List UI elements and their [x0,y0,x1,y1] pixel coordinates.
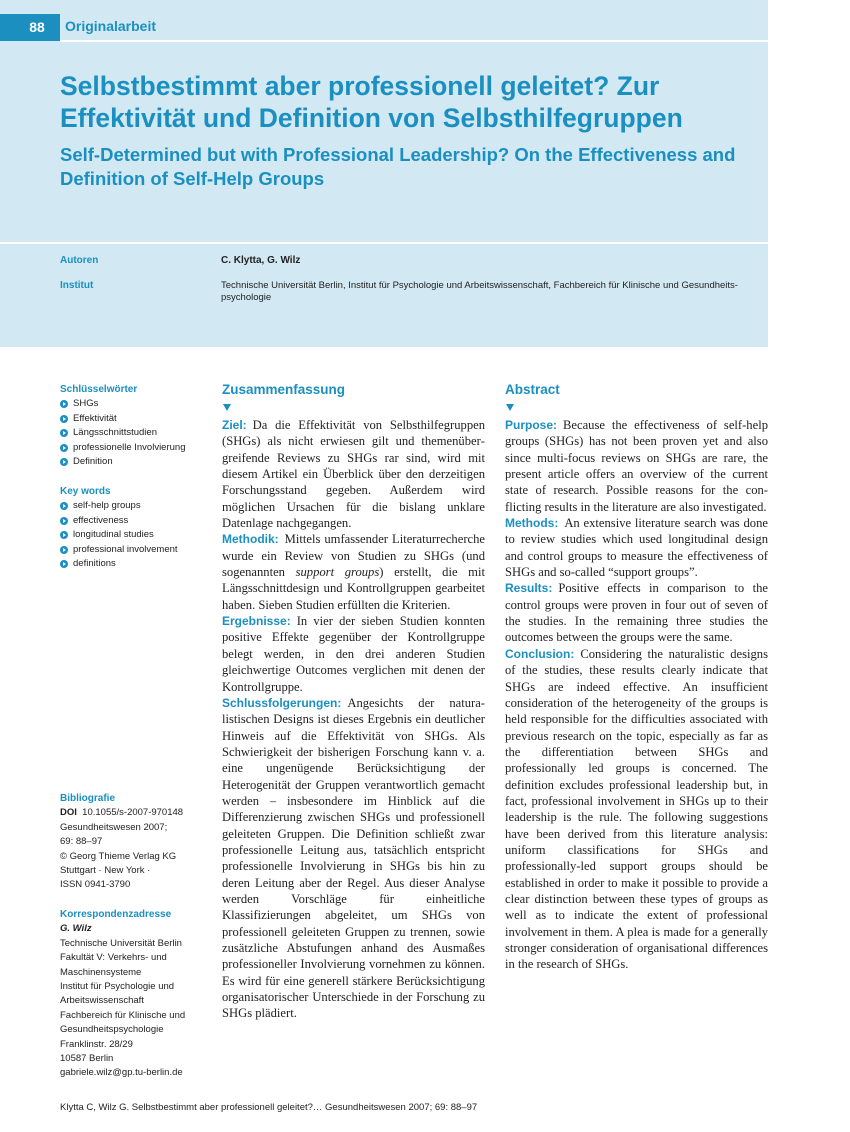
abstract-column [505,381,768,973]
keyword-item: Effektivität [60,412,210,426]
keywords-de [60,383,210,469]
bibliography-line: ISSN 0941-3790 [60,879,131,891]
bullet-arrow-icon [60,400,68,408]
address-line: Gesundheitspsychologie [60,1024,164,1036]
keywords-en-heading: Key words [60,486,111,497]
email-link[interactable]: gabriele.wilz@gp.tu-berlin.de [60,1067,183,1079]
page-number: 88 [29,19,45,35]
bullet-arrow-icon [60,546,68,554]
results-paragraph: Results: Positive effects in comparison to the control groups were proven in four out of seven of the studies. In the remaining three studies the outcomes between the groups were the same. [505,581,768,645]
address-line: 10587 Berlin [60,1053,114,1065]
methodik-paragraph: Methodik: Mittels umfassender Literaturrecherche wurde ein Review von Studien zu SHGs (und sogenannten support groups) erstellt, die mit Längsschnittdesign und Kontrollgruppen gearbeitet haben. Sieben Studien erfüllten die Kriterien. [222,532,485,612]
abstract-heading: Abstract [505,382,560,397]
institute-label: Institut [60,280,94,291]
keyword-item: professional involvement [60,543,210,557]
ergebnisse-paragraph: Ergebnisse: In vier der sieben Studien konnten positive Effekte gegenüber der Kontrollgruppe belegt werden, in den drei anderen Studien gleichwertige Outcomes verglichen mit denen der Kontrollgruppe. [222,614,485,694]
title-german: Selbstbestimmt aber professionell geleitet? Zur Effektivität und Definition von Selbsthilfegruppen [60,71,683,133]
title-english: Self-Determined but with Professional Leadership? On the Effectiveness and Definition of Self-Help Groups [60,144,736,189]
section-label: Originalarbeit [65,18,157,34]
address-line: Fakultät V: Verkehrs- und [60,952,167,964]
keyword-item: effectiveness [60,514,210,528]
conclusion-paragraph: Conclusion: Considering the naturalistic designs of the studies, these results clearly indicate that SHGs are indeed effective. An insufficient consideration of the heterogeneity of the groups is held responsible for the difficulties associated with previous research on the topic, especially as far as the differentiation between SHGs and professionally led groups is concerned. The definition excludes professional leadership but, in fact, professional involvement in SHGs up to their leadership is the rule. The following suggestions have been derived from this literature analysis: uniform classifications for SHGs and professionally-led support groups should be established in order to make it possible to provide a clear distinction between these types of groups as well as to indicate the extent of professional involvement in them. A plea is made for a generally stronger consideration of organisational differences in the research of SHGs. [505,646,768,972]
divider-line [0,242,768,244]
citation-footer: Klytta C, Wilz G. Selbstbestimmt aber professionell geleitet?… Gesundheitswesen 2007; 69: 88–97 [60,1102,478,1113]
ziel-paragraph: Ziel: Da die Effektivität von Selbsthilfegruppen (SHGs) als nicht erwiesen gilt und themenübergreifende Reviews zu SHGs rar sind, wird mit diesem Artikel ein Überblick über den derzeitigen Forschungsstand gegeben. Außerdem wird möglichen Ursachen für die bislang unklare Datenlage nachgegangen. [222,418,485,531]
bullet-arrow-icon [60,444,68,452]
correspondence [60,908,210,1081]
correspondence-heading: Korrespondenzadresse [60,909,172,920]
bullet-arrow-icon [60,531,68,539]
bullet-arrow-icon [60,429,68,437]
authors: C. Klytta, G. Wilz [221,255,301,266]
keyword-item: Definition [60,455,210,469]
bullet-arrow-icon [60,502,68,510]
keyword-item: professionelle Involvierung [60,441,210,455]
purpose-paragraph: Purpose: Because the effectiveness of self-help groups (SHGs) has not been proven yet and also since multi-focus reviews on SHGs are rare, the present article offers an overview of the current state of research. Possible reasons for the conflicting results in the literature are also investigated. [505,418,768,514]
address-line: Arbeitswissenschaft [60,995,144,1007]
bullet-arrow-icon [60,458,68,466]
address-line: Technische Universität Berlin [60,937,182,949]
bibliography [60,792,210,893]
divider-line [60,40,768,42]
doi-line: DOI 10.1055/s-2007-970148 [60,807,184,819]
address-line: Institut für Psychologie und [60,981,175,993]
keyword-item: SHGs [60,397,210,411]
keyword-item: self-help groups [60,499,210,513]
bullet-arrow-icon [60,415,68,423]
address-line: Franklinstr. 28/29 [60,1038,133,1050]
bullet-arrow-icon [60,560,68,568]
bullet-arrow-icon [60,517,68,525]
correspondence-name: G. Wilz [60,923,92,935]
bibliography-line: 69: 88–97 [60,836,103,848]
keyword-item: Längsschnittstudien [60,426,210,440]
doi[interactable]: 10.1055/s-2007-970148 [82,807,184,819]
down-arrow-icon [223,404,231,411]
keywords-en [60,485,210,571]
bibliography-heading: Bibliografie [60,793,116,804]
institute: Technische Universität Berlin, Institut für Psychologie und Arbeitswissenschaft, Fachbereich für Klinische und Gesundheitspsychologie [221,280,738,303]
bibliography-line: © Georg Thieme Verlag KG [60,850,177,862]
address-line: Fachbereich für Klinische und [60,1009,186,1021]
bibliography-line: Gesundheitswesen 2007; [60,821,168,833]
address-line: Maschinensysteme [60,966,142,978]
keyword-item: definitions [60,557,210,571]
methods-paragraph: Methods: An extensive literature search was done to review studies which used longitudinal design and control groups to measure the effectiveness of SHGs and so-called “support groups”. [505,516,768,580]
zusammenfassung-column [222,381,485,1022]
keywords-de-heading: Schlüsselwörter [60,384,138,395]
page-number-badge [0,14,60,41]
schluss-paragraph: Schlussfolgerungen: Angesichts der naturalistischen Designs ist dieses Ergebnis ein deutlicher Hinweis auf die Effektivität von SHGs. Als Schwierigkeit der bisherigen Forschung kann v. a. eine ungenügende Berücksichtigung der Heterogenität der Gruppen verantwortlich gemacht werden – insbesondere im Hinblick auf die Differenzierung zwischen SHGs und professionell geleiteten Gruppen. Die Definition schließt zwar professionelle Leitung aus, tatsächlich entspricht professionelle Involvierung in SHGs bis hin zu deren Leitung aber der Regel. Aus dieser Analyse werden Vorschläge für einheitliche Klassifizierungen abgeleitet, um SHGs von professionell geleiteten Gruppen zu trennen, sowie zusätzliche Abstufungen anhand des Ausmaßes professioneller Involvierung vornehmen zu können. Es wird für eine generell stärkere Berücksichtigung organisatorischer Unterschiede in der Forschung zu SHGs plädiert. [222,695,485,1021]
bibliography-line: Stuttgart · New York · [60,865,151,877]
authors-label: Autoren [60,255,99,266]
zusammenfassung-heading: Zusammenfassung [222,382,346,397]
down-arrow-icon [506,404,514,411]
keyword-item: longitudinal studies [60,528,210,542]
